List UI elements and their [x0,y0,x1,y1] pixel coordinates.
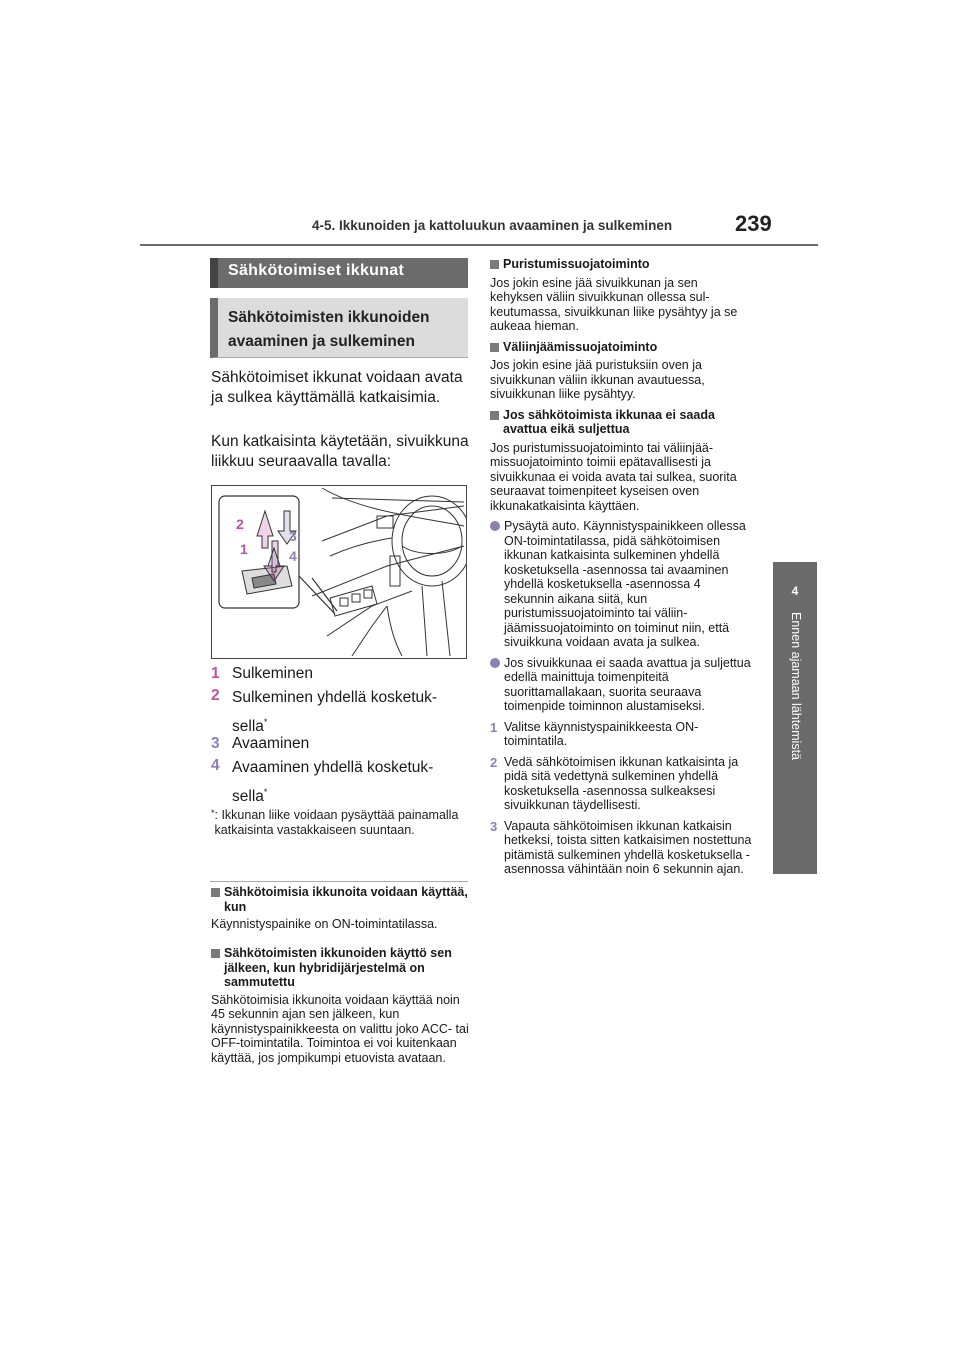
step-text: Vapauta sähkötoimisen ikkunan katkaisin hetkeksi, toista sitten katkaisimen nostettuna pitämistä sulkeminen yhdellä kosketuksella -asennossa vähintään noin 6 sekunnin ajan. [504,818,752,876]
operation-list [211,664,469,804]
list-item [211,756,469,804]
step-number: 3 [490,818,498,834]
circle-bullet-icon [490,521,500,531]
list-text: Sulkeminen yhdellä kosketuksella [232,689,438,736]
figure-label-1: 1 [240,541,248,557]
square-bullet-icon [211,949,220,958]
note-text: Käynnistyspainike on ON-toimintatilassa. [211,917,438,931]
window-switch-drawing [212,486,466,658]
list-number: 2 [211,687,220,704]
note-title: Väliinjäämissuojatoiminto [503,339,658,354]
bullet-item [490,656,752,714]
footnote-star: * [263,717,268,727]
divider [210,881,468,882]
bullet-item [490,519,752,650]
sub-heading-text: Sähkötoimisten ikkunoiden avaaminen ja sulkeminen [228,309,430,350]
step-item [490,819,752,877]
footnote-star: * [263,787,268,797]
header-divider [140,244,818,246]
note-block [211,946,471,1065]
circle-bullet-icon [490,658,500,668]
bullet-text: Jos sivuikkunaa ei saada avattua ja suljettua edellä mainittuja toimenpiteitä suorittamallakaan, suorita seuraava toimenpide toiminnon alustamiseksi. [504,655,751,713]
list-item [211,734,469,756]
note-text: Jos puristumissuojatoiminto tai väliinjäämissuojatoiminto toimii epätavallisesti ja sivuikkunaa ei voida avata tai sulkea, suorita seuraavat toimenpiteet kyseisen oven ikkunakatkaisinta käyttäen. [490,440,737,513]
sub-heading [210,298,468,358]
figure-label-3: 3 [289,528,297,544]
footnote-mark: * [211,808,215,818]
note-title: Jos sähkötoimista ikkunaa ei saada avattua eikä suljettua [503,407,715,436]
window-switch-illustration [211,485,467,659]
square-bullet-icon [490,343,499,352]
note-title: Sähkötoimisia ikkunoita voidaan käyttää, kun [224,885,468,914]
chapter-title: 4-5. Ikkunoiden ja kattoluukun avaaminen ja sulkeminen [312,218,673,233]
list-number: 4 [211,757,220,774]
note-title: Sähkötoimisten ikkunoiden käyttö sen jälkeen, kun hybridijärjestelmä on sammutettu [224,946,452,989]
note-text: Jos jokin esine jää puristuksiin oven ja sivuikkunan väliin ikkunan avautuessa, sivuikkunan liike pysähtyy. [490,358,705,401]
list-text: Sulkeminen [232,665,313,682]
list-number: 3 [211,735,220,752]
bullet-text: Pysäytä auto. Käynnistyspainikkeen ollessa ON-toimintatilassa, pidä sähkötoimisen ikkunan katkaisinta sulkeminen yhdellä kosketuksella -asennossa tai avaaminen yhdellä kosketuksella -asennossa 4 sekunnin aikana siitä, kun puristumissuojatoiminto tai väliinjäämissuojatoiminto on toiminut niin, että sivuikkuna voidaan avata ja sulkea. [504,519,746,649]
intro-paragraph-2: Kun katkaisinta käytetään, sivuikkuna liikkuu seuraavalla tavalla: [211,433,469,470]
section-heading [210,258,468,288]
footnote-text: : Ikkunan liike voidaan pysäyttää painamalla katkaisinta vastakkaiseen suuntaan. [214,808,459,837]
step-text: Valitse käynnistyspainikkeesta ON-toimintatila. [504,719,699,748]
section-heading-text: Sähkötoimiset ikkunat [228,262,405,279]
footnote [211,808,469,837]
list-number: 1 [211,665,220,682]
step-text: Vedä sähkötoimisen ikkunan katkaisinta ja pidä sitä vedettynä sulkeminen yhdellä kosketuksella -asennossa sulkeaksesi sivuikkunan täydellisesti. [504,754,739,812]
figure-label-4: 4 [289,548,297,564]
list-text: Avaaminen [232,735,310,752]
side-tab-label: Ennen ajamaan lähtemistä [789,612,803,761]
note-block [211,885,471,932]
square-bullet-icon [490,260,499,269]
step-item [490,720,752,749]
list-item [211,664,469,686]
list-text: Avaaminen yhdellä kosketuksella [232,759,434,806]
note-title: Puristumissuojatoiminto [503,257,650,271]
note-text: Sähkötoimisia ikkunoita voidaan käyttää noin 45 sekunnin ajan sen jälkeen, kun käynnistyspainikkeesta on valittu joko ACC- tai OFF-toimintatila. Toimintoa ei voi kuitenkaan käyttää, jos jompikumpi etuovista avataan. [211,992,469,1065]
figure-label-2: 2 [236,516,244,532]
square-bullet-icon [490,411,499,420]
step-item [490,755,752,813]
chapter-side-tab [773,562,817,874]
right-column [490,257,752,877]
side-tab-number: 4 [791,584,799,598]
intro-paragraph-1: Sähkötoimiset ikkunat voidaan avata ja sulkea käyttämällä katkaisimia. [211,369,463,406]
step-number: 2 [490,754,498,770]
page-number: 239 [735,211,772,236]
square-bullet-icon [211,888,220,897]
note-text: Jos jokin esine jää sivuikkunan ja sen kehyksen väliin sivuikkunan ollessa sulkeutumassa, sivuikkunan liike pysähtyy ja se aukeaa hieman. [490,275,738,333]
step-number: 1 [490,719,498,735]
list-item [211,686,469,734]
